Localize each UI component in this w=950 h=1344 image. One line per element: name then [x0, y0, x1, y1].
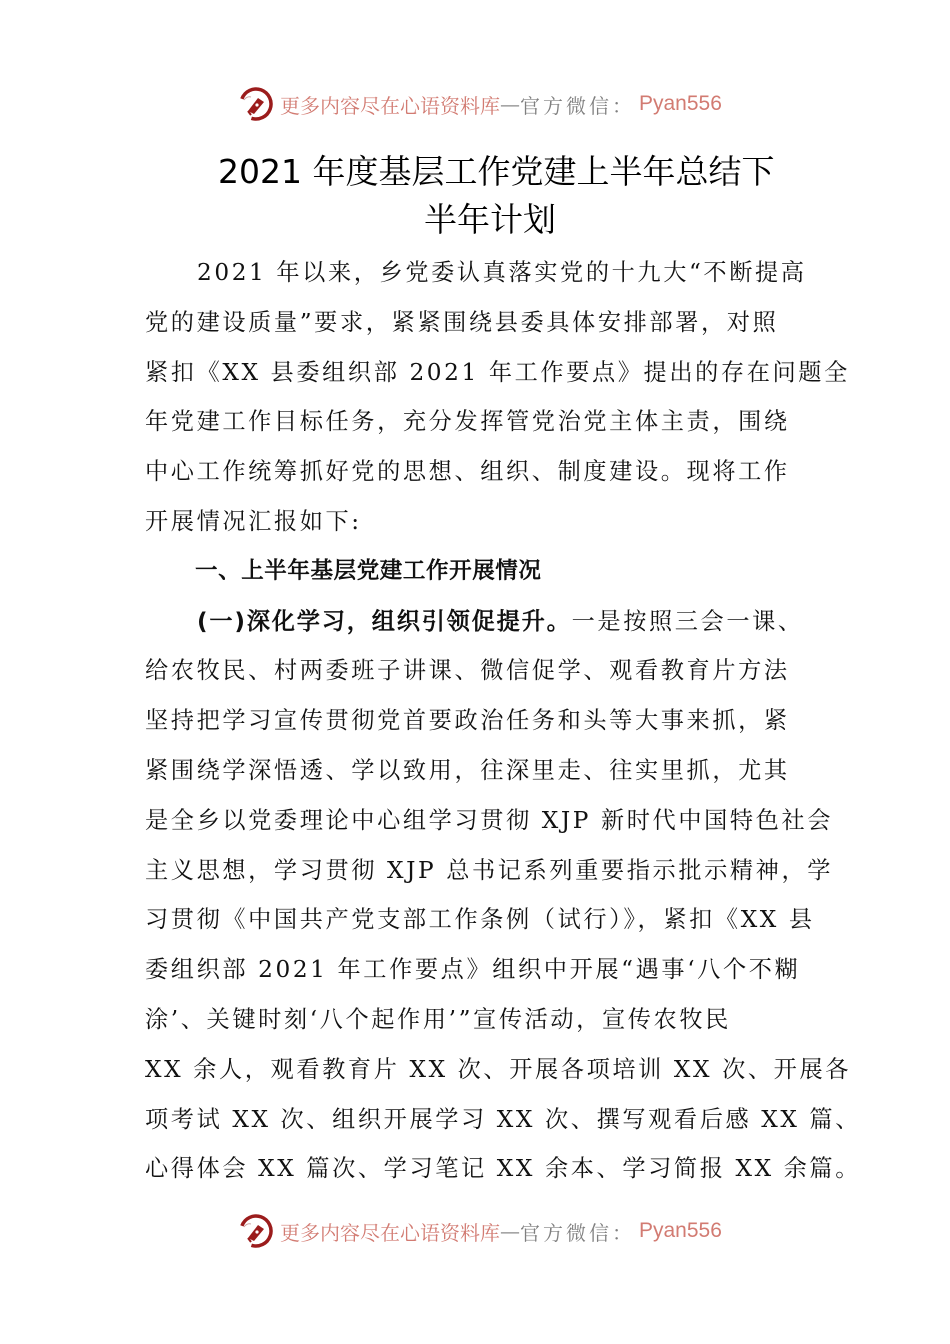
document-body — [145, 248, 862, 1194]
text-line: 心得体会 XX 篇次、学习笔记 XX 余本、学习简报 XX 余篇。 — [145, 1155, 862, 1183]
text-line: 涂’、关键时刻‘八个起作用’”宣传活动，宣传农牧民 — [145, 1005, 731, 1033]
watermark-wechat-id: Pyan556 — [639, 1219, 722, 1242]
text-line: 年党建工作目标任务，充分发挥管党治党主体主责，围绕 — [145, 408, 790, 436]
footer-watermark — [238, 1211, 722, 1251]
header-watermark — [238, 84, 722, 124]
text-line: 开展情况汇报如下: — [145, 507, 362, 535]
document-title — [145, 148, 805, 244]
watermark-separator: — — [500, 1219, 520, 1243]
section-1-paragraph-1 — [145, 597, 862, 1195]
text-line: 项考试 XX 次、组织开展学习 XX 次、撰写观看后感 XX 篇、 — [145, 1105, 862, 1133]
text-run: 一是按照三会一课、 — [571, 607, 804, 635]
watermark-separator: — — [500, 92, 520, 116]
watermark-main-text: 更多内容尽在心语资料库 — [280, 1220, 500, 1245]
text-line: 是全乡以党委理论中心组学习贯彻 XJP 新时代中国特色社会 — [145, 806, 834, 834]
text-line — [145, 597, 807, 647]
text-line: 主义思想，学习贯彻 XJP 总书记系列重要指示批示精神，学 — [145, 856, 834, 884]
watermark-main-text: 更多内容尽在心语资料库 — [280, 93, 500, 118]
watermark-wechat-id: Pyan556 — [639, 92, 722, 115]
text-line: 中心工作统筹抓好党的思想、组织、制度建设。现将工作 — [145, 458, 790, 486]
section-heading-1: 一、上半年基层党建工作开展情况 — [195, 557, 542, 584]
text-line: 党的建设质量”要求，紧紧围绕县委具体安排部署，对照 — [145, 308, 779, 336]
text-line: 紧围绕学深悟透、学以致用，往深里走、往实里抓，尤其 — [145, 756, 790, 784]
title-line-1: 2021 年度基层工作党建上半年总结下 — [218, 152, 775, 191]
text-line: XX 余人，观看教育片 XX 次、开展各项培训 XX 次、开展各 — [145, 1055, 852, 1083]
subsection-lead-title: (一)深化学习，组织引领促提升。 — [197, 607, 572, 635]
watermark-label: 官方微信： — [520, 1220, 635, 1245]
text-line: 2021 年以来，乡党委认真落实党的十九大“不断提高 — [197, 259, 807, 286]
pen-nib-circle-icon — [238, 1213, 274, 1249]
text-line: 习贯彻《中国共产党支部工作条例（试行）》，紧扣《XX 县 — [145, 906, 815, 934]
pen-nib-circle-icon — [238, 86, 274, 122]
text-line: 给农牧民、村两委班子讲课、微信促学、观看教育片方法 — [145, 657, 790, 685]
intro-paragraph — [145, 248, 850, 547]
title-line-2: 半年计划 — [424, 200, 556, 239]
watermark-label: 官方微信： — [520, 93, 635, 118]
text-line: 坚持把学习宣传贯彻党首要政治任务和头等大事来抓，紧 — [145, 707, 790, 735]
text-line: 紧扣《XX 县委组织部 2021 年工作要点》提出的存在问题全 — [145, 358, 850, 386]
text-line: 委组织部 2021 年工作要点》组织中开展“遇事‘八个不糊 — [145, 956, 801, 984]
